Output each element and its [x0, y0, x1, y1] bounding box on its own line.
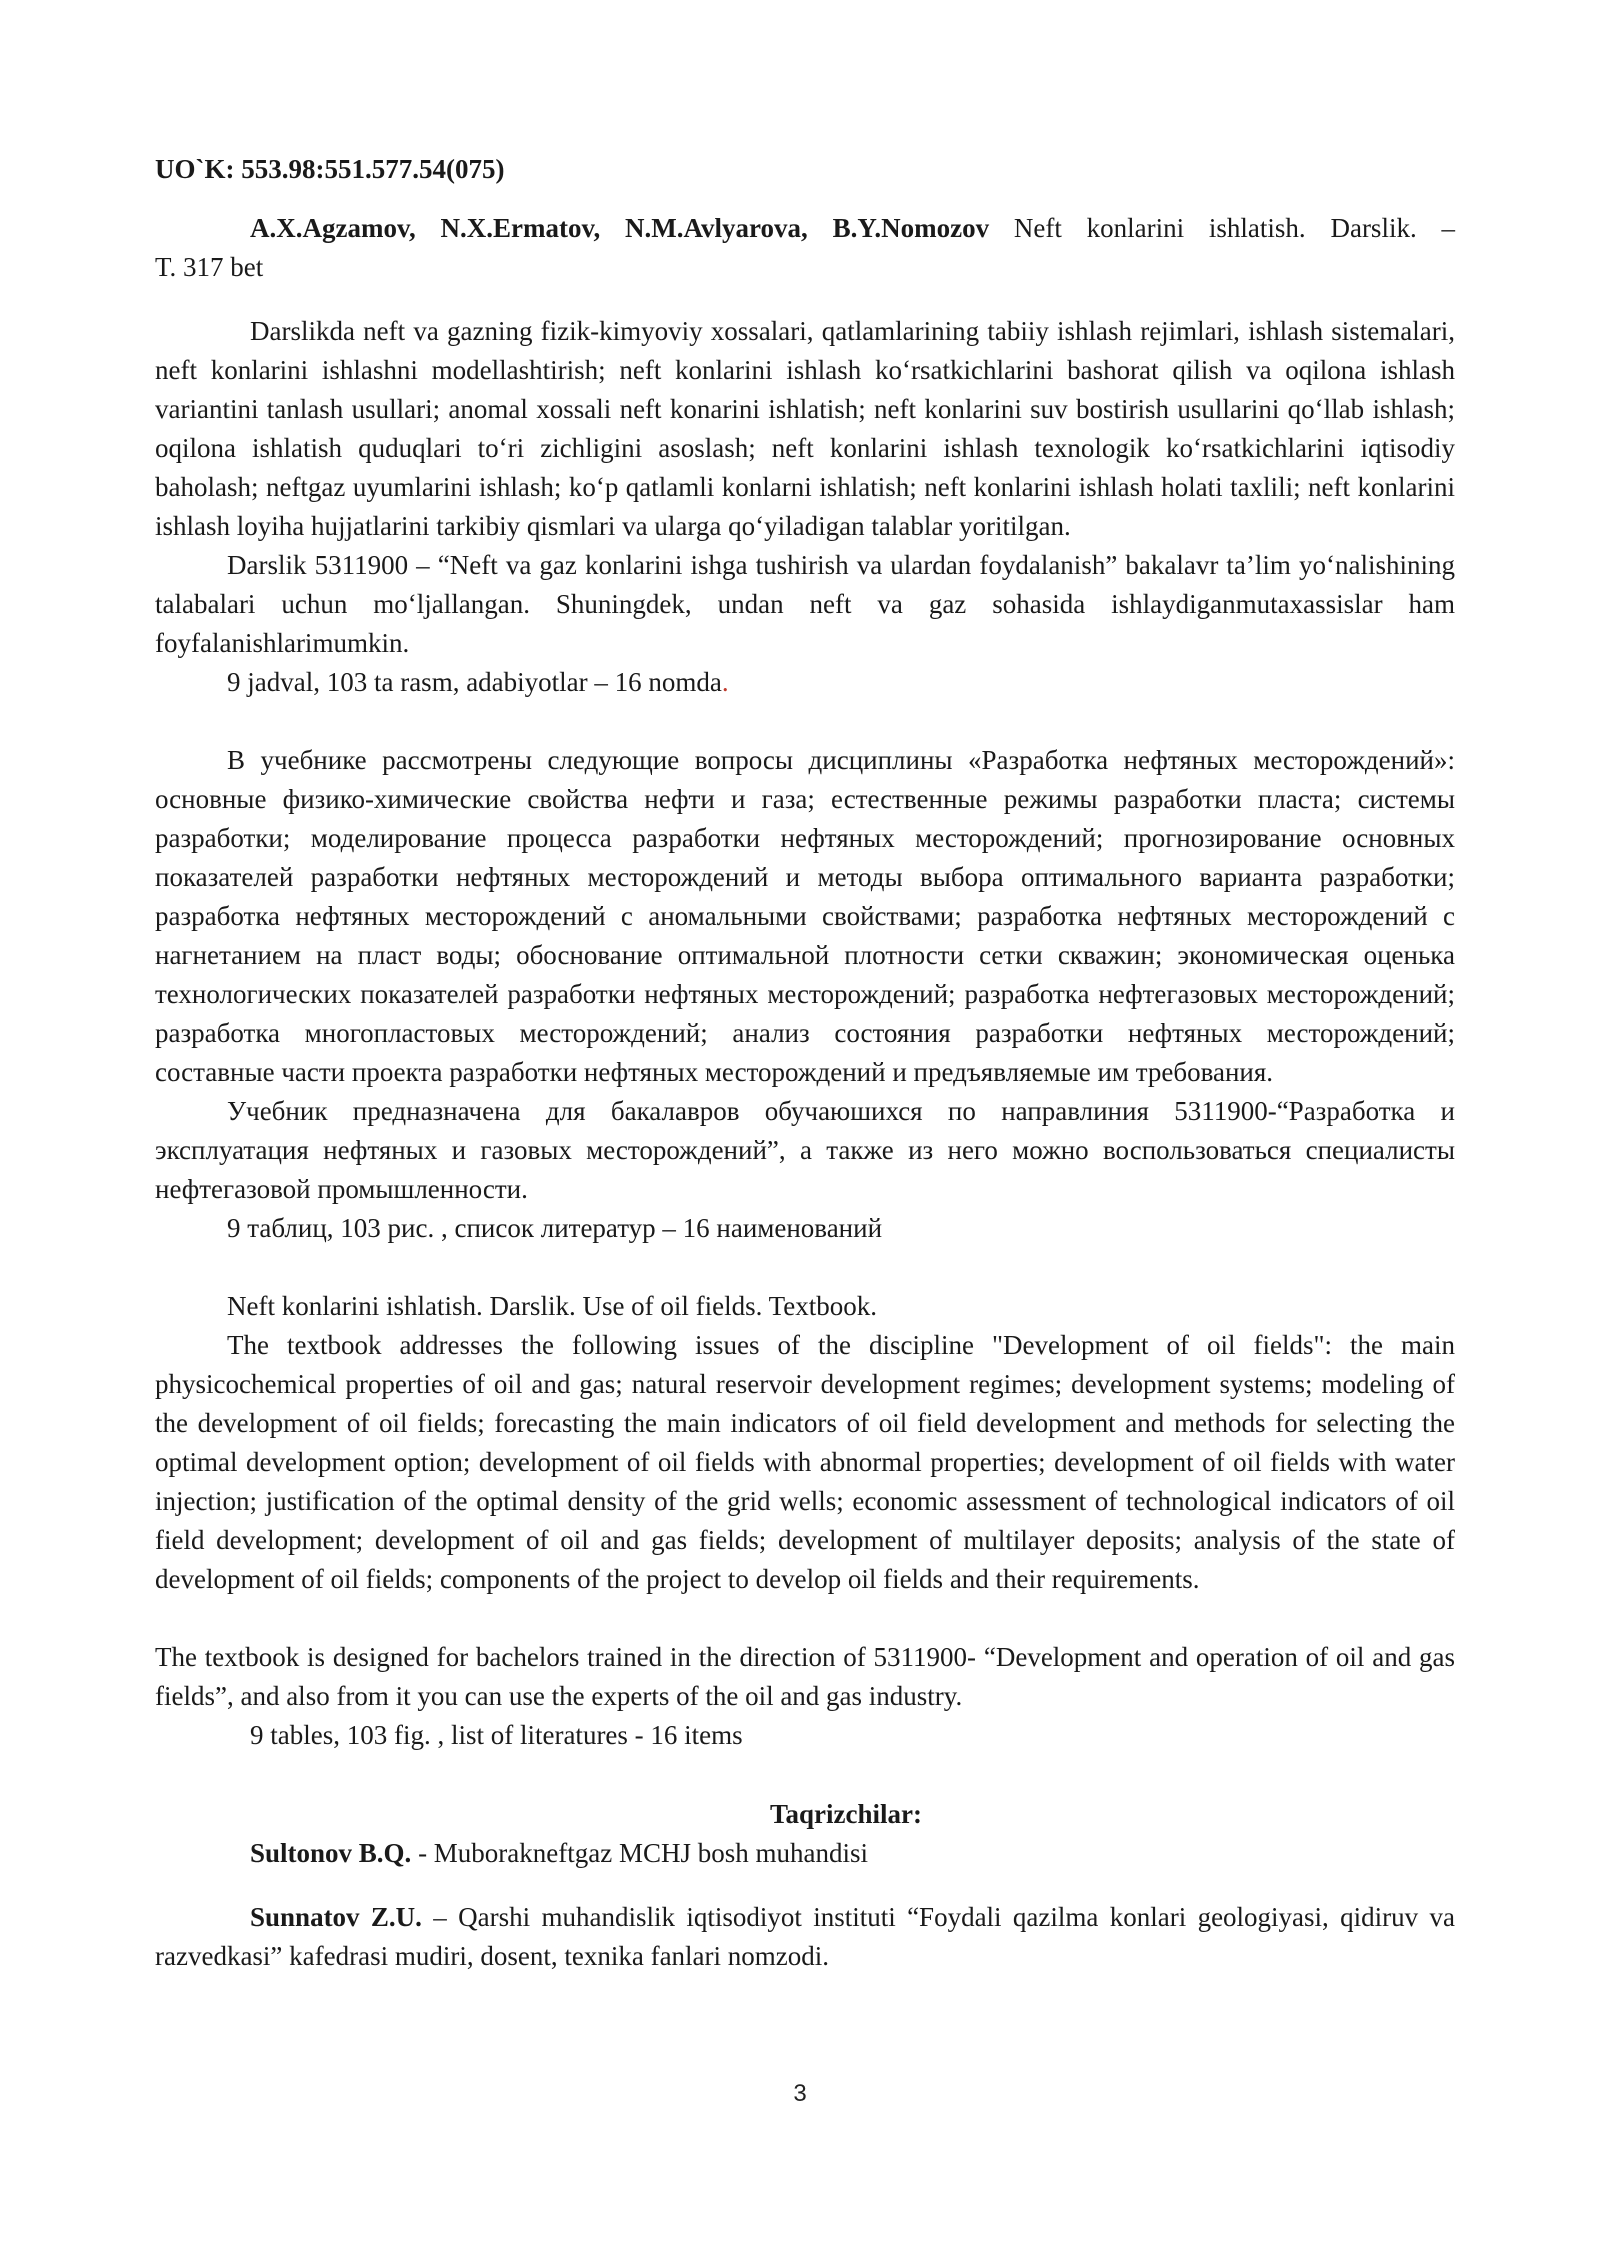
uz-abstract-paragraph-2: Darslik 5311900 – “Neft va gaz konlarini ishga tushirish va ulardan foydalanish” bakalavr ta’lim yo‘nalishining talabalari uchun mo‘ljallangan. Shuningdek, undan neft va gaz sohasida ishlaydiganmutaxassislar ham foyfalanishlarimumkin. [155, 550, 1455, 658]
reviewer-2-desc: – Qarshi muhandislik iqtisodiyot instituti “Foydali qazilma konlari geologiyasi, qidiruv va razvedkasi” kafedrasi mudiri, dosent, texnika fanlari nomzodi. [155, 1902, 1455, 1971]
ru-abstract-paragraph-2: Учебник предназначена для бакалавров обучаюшихся по направлиния 5311900-“Разработка и эксплуатация нефтяных и газовых месторождений”, а также из него можно воспользоваться специалисты нефтегазовой промышленности. [155, 1096, 1455, 1204]
uz-stats-text: 9 jadval, 103 ta rasm, adabiyotlar – 16 nomda [227, 667, 722, 697]
citation-title: Neft konlarini ishlatish. Darslik. – [989, 213, 1455, 243]
reviewers-heading: Taqrizchilar: [770, 1799, 922, 1829]
reviewer-1 [155, 1834, 1455, 1873]
en-abstract-stats: 9 tables, 103 fig. , list of literatures - 16 items [250, 1720, 743, 1750]
reviewer-1-name: Sultonov B.Q. [250, 1838, 412, 1868]
uz-abstract-stats [155, 663, 1455, 702]
uz-stats-dot: . [721, 667, 729, 697]
ru-abstract-paragraph-1: В учебнике рассмотрены следующие вопросы дисциплины «Разработка нефтяных месторождений»: основные физико-химические свойства нефти и газа; естественные режимы разработки пласта; системы разработки; моделирование процесса разработки нефтяных месторождений; прогнозирование основных показателей разработки нефтяных месторождений и методы выбора оптимального варианта разработки; разработка нефтяных месторождений с аномальными свойствами; разработка нефтяных месторождений с нагнетанием на пласт воды; обоснование оптимальной плотности сетки скважин; экономическая оценька технологических показателей разработки нефтяных месторождений; разработка нефтегазовых месторождений; разработка многопластовых месторождений; анализ состояния разработки нефтяных месторождений; составные части проекта разработки нефтяных месторождений и предъявляемые им требования. [155, 745, 1455, 1087]
page-number: 3 [793, 2080, 807, 2107]
en-abstract-paragraph-1: The textbook addresses the following issues of the discipline "Development of oil fields": the main physicochemical properties of oil and gas; natural reservoir development regimes; development systems; modeling of the development of oil fields; forecasting the main indicators of oil field development and methods for selecting the optimal development option; development of oil fields with abnormal properties; development of oil fields with water injection; justification of the optimal density of the grid wells; economic assessment of technological indicators of oil field development; development of oil and gas fields; development of multilayer deposits; analysis of the state of development of oil fields; components of the project to develop oil fields and their requirements. [155, 1330, 1455, 1594]
reviewer-2-name: Sunnatov Z.U. [250, 1902, 422, 1932]
ru-abstract-stats: 9 таблиц, 103 рис. , список литератур – 16 наименований [227, 1213, 883, 1243]
reviewer-1-desc: - Muborakneftgaz MCHJ bosh muhandisi [411, 1838, 869, 1868]
citation-publication: T. 317 bet [155, 252, 264, 282]
citation-authors: A.X.Agzamov, N.X.Ermatov, N.M.Avlyarova, B.Y.Nomozov [250, 213, 990, 243]
document-page [155, 150, 1455, 1976]
reviewer-2 [155, 1898, 1455, 1976]
udk-code: UO`K: 553.98:551.577.54(075) [155, 154, 505, 184]
citation-line [155, 209, 1455, 248]
en-abstract-paragraph-2: The textbook is designed for bachelors trained in the direction of 5311900- “Development and operation of oil and gas fields”, and also from it you can use the experts of the oil and gas industry. [155, 1642, 1455, 1711]
en-abstract-title: Neft konlarini ishlatish. Darslik. Use of oil fields. Textbook. [227, 1291, 878, 1321]
uz-abstract-paragraph-1: Darslikda neft va gazning fizik-kimyoviy xossalari, qatlamlarining tabiiy ishlash rejimlari, ishlash sistemalari, neft konlarini ishlashni modellashtirish; neft konlarini ishlash ko‘rsatkichlarini bashorat qilish va oqilona ishlash variantini tanlash usullari; anomal xossali neft konarini ishlatish; neft konlarini suv bostirish usullarini qo‘llab ishlash; oqilona ishlatish quduqlari to‘ri zichligini asoslash; neft konlarini ishlash texnologik ko‘rsatkichlarini iqtisodiy baholash; neftgaz uyumlarini ishlash; ko‘p qatlamli konlarni ishlatish; neft konlarini ishlash holati taxlili; neft konlarini ishlash loyiha hujjatlarini tarkibiy qismlari va ularga qo‘yiladigan talablar yoritilgan. [155, 316, 1455, 541]
